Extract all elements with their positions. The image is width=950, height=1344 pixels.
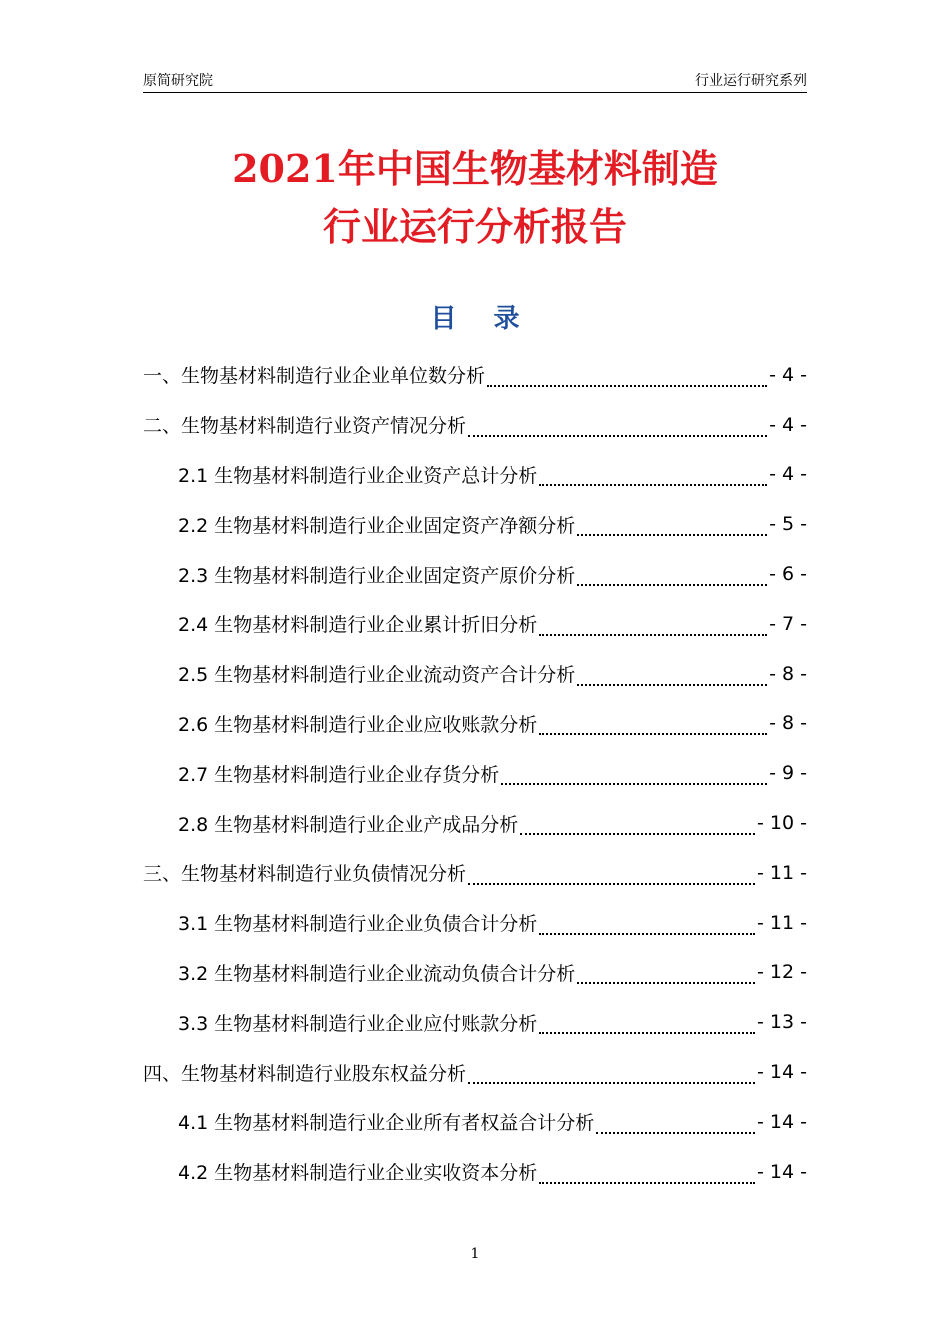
toc-entry-label: 三、生物基材料制造行业负债情况分析 xyxy=(143,863,467,886)
toc-dot-leader xyxy=(501,783,767,785)
toc-entry[interactable] xyxy=(143,549,807,599)
toc-entry-label: 4.2 生物基材料制造行业企业实收资本分析 xyxy=(178,1162,538,1185)
toc-entry[interactable] xyxy=(143,1147,807,1197)
toc-entry-page: - 4 - xyxy=(769,413,807,436)
toc-dot-leader xyxy=(577,584,767,586)
toc-heading: 目 录 xyxy=(430,304,534,334)
toc-dot-leader xyxy=(539,733,767,735)
toc-dot-leader xyxy=(520,833,755,835)
toc-entry-page: - 8 - xyxy=(769,712,807,735)
toc-entry[interactable] xyxy=(143,748,807,798)
toc-dot-leader xyxy=(468,883,755,885)
running-header xyxy=(143,66,807,93)
toc-entry[interactable] xyxy=(143,499,807,549)
toc-entry-page: - 4 - xyxy=(769,363,807,386)
toc-entry-page: - 10 - xyxy=(757,812,807,835)
toc-entry[interactable] xyxy=(143,948,807,998)
toc-entry-label: 二、生物基材料制造行业资产情况分析 xyxy=(143,415,467,438)
toc-dot-leader xyxy=(596,1132,755,1134)
report-title-line-1: 2021年中国生物基材料制造 xyxy=(232,146,718,191)
toc-entry[interactable] xyxy=(143,848,807,898)
toc-entry-page: - 14 - xyxy=(757,1061,807,1084)
toc-entry-label: 3.1 生物基材料制造行业企业负债合计分析 xyxy=(178,913,538,936)
toc-entry-page: - 13 - xyxy=(757,1011,807,1034)
toc-entry[interactable] xyxy=(143,400,807,450)
toc-entry[interactable] xyxy=(143,1097,807,1147)
toc-entry-label: 2.5 生物基材料制造行业企业流动资产合计分析 xyxy=(178,664,576,687)
toc-entry[interactable] xyxy=(143,898,807,948)
toc-dot-leader xyxy=(487,385,767,387)
toc-dot-leader xyxy=(468,435,767,437)
table-of-contents xyxy=(143,350,807,1197)
toc-entry-page: - 12 - xyxy=(757,961,807,984)
toc-entry-label: 2.1 生物基材料制造行业企业资产总计分析 xyxy=(178,464,538,487)
toc-entry[interactable] xyxy=(143,1047,807,1097)
toc-entry-label: 2.3 生物基材料制造行业企业固定资产原价分析 xyxy=(178,564,576,587)
toc-entry-label: 3.3 生物基材料制造行业企业应付账款分析 xyxy=(178,1012,538,1035)
toc-entry[interactable] xyxy=(143,450,807,500)
toc-dot-leader xyxy=(539,933,755,935)
toc-dot-leader xyxy=(577,982,755,984)
toc-entry-label: 四、生物基材料制造行业股东权益分析 xyxy=(143,1062,467,1085)
toc-entry-page: - 5 - xyxy=(769,513,807,536)
toc-entry-page: - 11 - xyxy=(757,861,807,884)
header-right-text: 行业运行研究系列 xyxy=(695,73,807,89)
toc-entry-page: - 9 - xyxy=(769,762,807,785)
toc-entry-page: - 7 - xyxy=(769,612,807,635)
toc-dot-leader xyxy=(468,1082,755,1084)
toc-entry-label: 2.7 生物基材料制造行业企业存货分析 xyxy=(178,763,500,786)
header-left-text: 原简研究院 xyxy=(143,73,213,89)
toc-dot-leader xyxy=(539,1032,755,1034)
toc-entry[interactable] xyxy=(143,997,807,1047)
toc-entry[interactable] xyxy=(143,649,807,699)
toc-entry-label: 3.2 生物基材料制造行业企业流动负债合计分析 xyxy=(178,962,576,985)
toc-entry-page: - 11 - xyxy=(757,911,807,934)
toc-entry-page: - 4 - xyxy=(769,463,807,486)
report-title-line-2: 行业运行分析报告 xyxy=(322,204,627,249)
toc-entry[interactable] xyxy=(143,350,807,400)
toc-entry[interactable] xyxy=(143,699,807,749)
toc-dot-leader xyxy=(577,534,767,536)
toc-dot-leader xyxy=(577,684,767,686)
toc-dot-leader xyxy=(539,1182,755,1184)
toc-dot-leader xyxy=(539,634,767,636)
toc-entry-page: - 8 - xyxy=(769,662,807,685)
report-title xyxy=(0,140,950,256)
toc-entry-label: 一、生物基材料制造行业企业单位数分析 xyxy=(143,365,486,388)
toc-entry[interactable] xyxy=(143,798,807,848)
page-number: 1 xyxy=(470,1246,480,1262)
toc-entry-label: 2.6 生物基材料制造行业企业应收账款分析 xyxy=(178,713,538,736)
toc-entry-label: 2.2 生物基材料制造行业企业固定资产净额分析 xyxy=(178,514,576,537)
toc-entry-label: 4.1 生物基材料制造行业企业所有者权益合计分析 xyxy=(178,1112,595,1135)
toc-entry-page: - 14 - xyxy=(757,1110,807,1133)
toc-entry-label: 2.4 生物基材料制造行业企业累计折旧分析 xyxy=(178,614,538,637)
toc-entry-page: - 14 - xyxy=(757,1160,807,1183)
toc-entry[interactable] xyxy=(143,599,807,649)
toc-entry-label: 2.8 生物基材料制造行业企业产成品分析 xyxy=(178,813,519,836)
toc-entry-page: - 6 - xyxy=(769,563,807,586)
toc-dot-leader xyxy=(539,484,767,486)
